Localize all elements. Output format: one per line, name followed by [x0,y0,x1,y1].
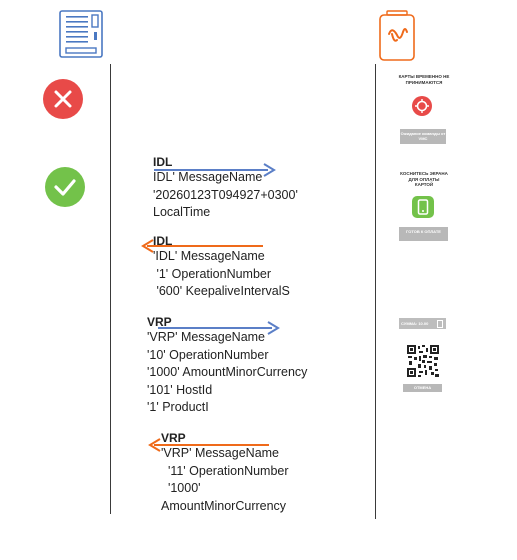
message-line: '600' KeepaliveIntervalS [153,284,290,298]
server-terminal-icon [58,10,104,58]
message-line: '1000' AmountMinorCurrency [147,365,308,379]
message-line: '10' OperationNumber [147,347,269,362]
message-line: 'VRP' MessageName [147,330,266,344]
message-line: '1' ProductI [147,400,209,414]
message-line: 'IDL' MessageName [153,249,265,263]
terminal-lifeline [375,64,376,519]
message-idl-request [153,155,298,222]
message-idl-response [153,234,290,301]
message-line: 'VRP' MessageName [161,446,280,460]
arrowhead-left [146,437,162,453]
check-circle-icon [45,167,85,207]
screen-cards-unavailable-text: КАРТЫ ВРЕМЕННО НЕ ПРИНИМАЮТСЯ [398,74,450,85]
waiting-vmc-button: Ожидание команды от VMC [400,129,446,144]
message-line: '101' HostId [147,382,213,397]
x-circle-icon [43,79,83,119]
message-line: LocalTime [153,205,211,219]
message-title: VRP [147,315,172,329]
vending-terminal-icon [378,10,416,62]
message-title: IDL [153,155,173,169]
host-lifeline [110,64,111,514]
message-line: '1000' [161,481,201,495]
amount-label: СУММА: 10.00 [401,321,429,326]
message-line: '1' OperationNumber [153,266,272,281]
amount-bar [399,318,446,329]
qr-code [407,345,439,377]
screen-tap-to-pay-text: КОСНИТЕСЬ ЭКРАНА ДЛЯ ОПЛАТЫ КАРТОЙ [400,171,448,187]
message-vrp-request [147,315,307,417]
message-line: AmountMinorCurrency [161,498,287,513]
cancel-button: ОТМЕНА [403,384,442,392]
message-line: '11' OperationNumber [161,463,289,478]
message-title: VRP [161,431,186,445]
message-vrp-response [161,431,289,515]
message-line: '20260123T094927+0300' [153,187,298,202]
card-reader-icon [412,196,434,218]
message-title: IDL [153,234,173,248]
card-icon [437,320,443,328]
message-line: IDL' MessageName [153,170,263,184]
ready-to-pay-button: ГОТОВ К ОПЛАТЕ [399,227,448,241]
card-blocked-icon [412,96,432,116]
